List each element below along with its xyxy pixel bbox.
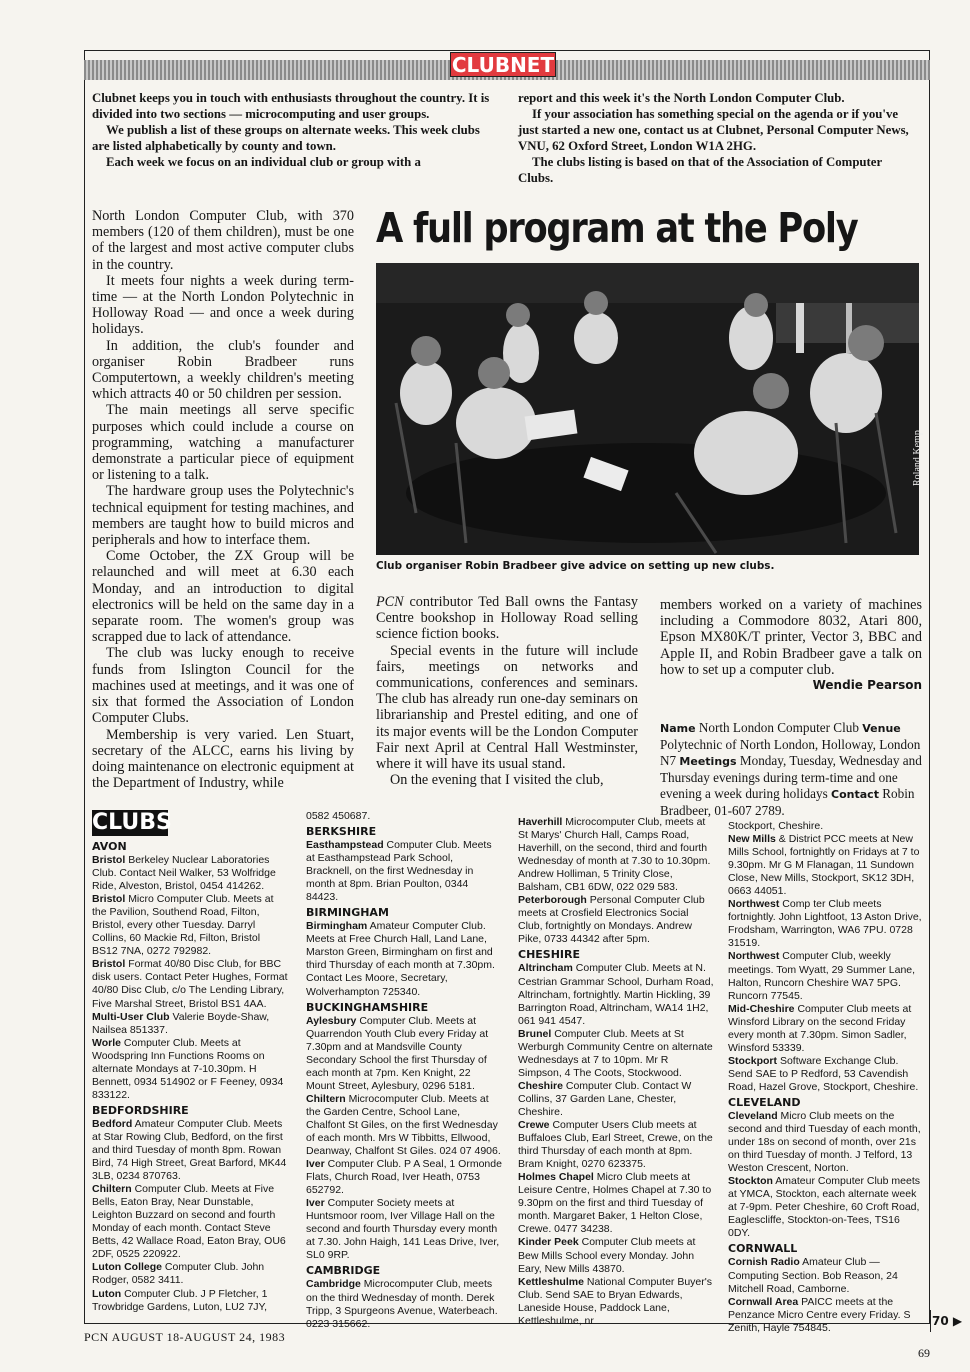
- intro-paragraph: We publish a list of these groups on alternate weeks. This week clubs are listed alphabetically by county and town.: [92, 123, 480, 153]
- club-details: Amateur Computer Club. Meets at Star Rowing Club, Bedford, on the first and third Tuesday of month 8pm. Rowan Bird, 74 High Street, Great Barford, MK44 3LB, 0234 870763.: [92, 1117, 287, 1183]
- county-heading: AVON: [92, 840, 127, 853]
- club-listing: [518, 1119, 714, 1171]
- club-details: Amateur Computer Club meets at YMCA, Stockton, each alternate week at 7-9pm. Peter Cheshire, 60 Croft Road, Eaglescliffe, Stockton-on-Tees, TS16 0DY.: [728, 1175, 920, 1240]
- article-paragraph: Come October, the ZX Group will be relaunched and will meet at 6.30 each Monday, and an introduction to digital electronics will be held on the same day in a separate room. The women's group was scrapped due to lack of attendance.: [92, 548, 354, 646]
- article-paragraph: members worked on a variety of machines including a Commodore 8032, Atari 800, Epson MX80K/T printer, Vector 3, BBC and Apple II, and Robin Bradbeer gave a talk on how to set up a computer club.: [660, 597, 922, 678]
- club-details: Micro Club meets on the second and third Tuesday of each month, under 18s on second of month, over 21s on third Tuesday of month. J Telford, 13 Weston Crescent, Norton.: [728, 1109, 921, 1175]
- club-info-box: [660, 720, 924, 820]
- club-listing: [306, 1015, 502, 1093]
- club-town: Aylesbury: [306, 1014, 357, 1027]
- club-listing: [728, 1296, 924, 1335]
- article-paragraph: In addition, the club's founder and organiser Robin Bradbeer runs Computertown, a weekly children's meeting which attracts 40 or 50 children per session.: [92, 337, 354, 403]
- club-listing: [92, 1183, 288, 1261]
- article-paragraph: The main meetings all serve specific purposes which could include a course on programming, watching a manufacturer demonstrate a particular piece of equipment or listening to a talk.: [92, 402, 354, 484]
- club-listing: [518, 816, 714, 894]
- intro-right: [518, 90, 918, 186]
- photo-caption: Club organiser Robin Bradbeer give advice on setting up new clubs.: [376, 560, 775, 572]
- club-name: North London Computer Club: [698, 720, 859, 735]
- club-town: Bedford: [92, 1117, 133, 1130]
- club-listing: [306, 810, 502, 823]
- club-listing: [92, 854, 288, 893]
- club-details: Computer Users Club meets at Buffaloes Club, Earl Street, Crewe, on the third Thursday of each month at 8pm. Bram Knight, 0270 623375.: [518, 1119, 713, 1171]
- club-details: Software Exchange Club. Send SAE to P Redford, 53 Cavendish Road, Hazel Grove, Stockport, Cheshire.: [728, 1054, 919, 1093]
- club-details: Computer Club. Meets at St Werburgh Community Centre on alternate Wednesdays at 7 to 10pm. Mr R Simpson, 4 The Coots, Stockwood.: [518, 1027, 713, 1079]
- page-number: 69: [918, 1346, 930, 1360]
- club-details: Berkeley Nuclear Laboratories Club. Contact Neil Walker, 53 Wolfridge Ride, Alveston, Bristol, 0454 414262.: [92, 854, 276, 893]
- club-listing: [728, 1110, 924, 1175]
- club-town: Mid-Cheshire: [728, 1002, 795, 1015]
- club-town: Iver: [306, 1158, 325, 1171]
- club-listing: [728, 1256, 924, 1295]
- club-listing: [306, 1158, 502, 1197]
- club-town: Chiltern: [306, 1092, 346, 1105]
- club-details: Comp ter Club meets fortnightly. John Lightfoot, 13 Aston Drive, Frodsham, Warrington, WA6 7PU. 0728 31519.: [728, 898, 922, 950]
- intro-paragraph: The clubs listing is based on that of the Association of Computer Clubs.: [518, 155, 882, 185]
- club-town: Holmes Chapel: [518, 1171, 594, 1184]
- club-details: Microcomputer Club, meets at St Marys' Church Hall, Camps Road, Haverhill, on the second, third and fourth Wednesday of month at 7.30 to 10.30pm. Andrew Holliman, 5 Trinity Close, Balsham, CB1 6DW, 022 029 583.: [518, 816, 711, 894]
- club-town: Stockport: [728, 1054, 778, 1067]
- county-heading: BERKSHIRE: [306, 825, 377, 839]
- county-heading: CAMBRIDGE: [306, 1264, 381, 1278]
- intro-paragraph: Each week we focus on an individual club or group with a: [106, 155, 421, 169]
- club-details: Computer Club. Meets at Five Bells, Eaton Bray, Near Dunstable, Leighton Buzzard on second and fourth Monday of each month. Contact Steve Betts, 42 Wallace Road, Eaton Bray, OU6 2DF, 0525 220922.: [92, 1183, 286, 1261]
- club-town: Worle: [92, 1036, 121, 1049]
- club-town: Bristol: [92, 958, 126, 971]
- club-details: Format 40/80 Disc Club, for BBC disk users. Contact Peter Hughes, Format 40/80 Disc Club, c/o The Lending Library, Five Marshal Street, Bristol BS1 4AA.: [92, 958, 288, 1010]
- club-details: National Computer Buyer's Club. Send SAE to Bryan Edwards, Laneside House, Paddock Lane, Kettleshulme, nr: [518, 1275, 713, 1327]
- article-text: contributor Ted Ball owns the Fantasy Centre bookshop in Holloway Road selling science fiction books.: [376, 594, 638, 643]
- club-town: Cornwall Area: [728, 1295, 799, 1308]
- county-heading: CHESHIRE: [518, 948, 580, 962]
- club-details: & District PCC meets at New Mills School, fortnightly on Fridays at 7 to 9.30pm. Mr G M Flanagan, 11 Sundown Close, New Mills, Stockport, SK12 3DH, 0663 44051.: [728, 833, 920, 898]
- article-column-1: [92, 208, 354, 791]
- article-paragraph: Membership is very varied. Len Stuart, secretary of the ALCC, earns his living by doing maintenance on electronic equipment at the Department of Industry, while: [92, 726, 354, 792]
- club-town: Cornish Radio: [728, 1256, 800, 1269]
- club-details: Computer Club. Meets at N. Cestrian Grammar School, Durham Road, Altrincham, fortnightly. Martin Hickling, 39 Barrington Road, Altrincham, WA14 1H2, 061 941 4547.: [518, 962, 714, 1027]
- club-town: Cheshire: [518, 1079, 563, 1092]
- club-town: Stockton: [728, 1175, 773, 1188]
- meetings-label: Meetings: [679, 755, 737, 769]
- club-details: Personal Computer Club meets at Crosfield Electronics Social Club, fortnightly on Mondays. Andrew Pike, 0733 44342 after 5pm.: [518, 894, 705, 946]
- club-listing: [92, 1288, 288, 1314]
- club-details: Computer Club meets at Bew Mills School every Monday. John Eary, New Mills 43870.: [518, 1236, 696, 1275]
- club-listing: [728, 1003, 924, 1055]
- club-listing: [518, 1080, 714, 1119]
- article-paragraph: North London Computer Club, with 370 members (120 of them children), must be one of the largest and most active computer clubs in the country.: [92, 208, 354, 273]
- club-town: Northwest: [728, 950, 780, 963]
- directory-column-3: [518, 816, 714, 1328]
- club-listing: [518, 1171, 714, 1236]
- club-listing: [92, 1011, 288, 1037]
- continued-rule: [930, 1310, 931, 1332]
- club-details: Computer Club. J P Fletcher, 1 Trowbridge Gardens, Luton, LU2 7JY,: [92, 1287, 268, 1313]
- club-venue: Polytechnic of North London, Holloway, London N7: [660, 737, 921, 769]
- article-column-3: [660, 597, 922, 678]
- club-listing: [728, 898, 924, 950]
- club-town: New Mills: [728, 833, 776, 846]
- club-listing: [92, 1118, 288, 1183]
- club-details: Computer Society meets at Huntsmoor room, Iver Village Hall on the second and fourth Thursday every month at 7.30. John Haigh, 141 Leas Drive, Iver, SL0 9RP.: [306, 1197, 500, 1262]
- headline: A full program at the Poly: [376, 204, 858, 252]
- club-contact: Robin Bradbeer, 01-607 2789.: [660, 786, 915, 819]
- club-town: Bristol: [92, 854, 126, 866]
- club-details: Amateur Club — Computing Section. Bob Reason, 24 Mitchell Road, Camborne.: [728, 1256, 898, 1295]
- article-paragraph: On the evening that I visited the club,: [390, 772, 604, 789]
- article-paragraph: It meets four nights a week during term-time — at the North London Polytechnic in Holloway Road — and once a week during holidays.: [92, 272, 354, 338]
- county-heading: BUCKINGHAMSHIRE: [306, 1000, 429, 1014]
- club-listing: [306, 839, 502, 904]
- section-tag: CLUBNET: [451, 53, 555, 77]
- club-listing: [518, 962, 714, 1027]
- club-details: Computer Club. Meets at Easthampstead Park School, Bracknell, on the first Wednesday in month at 8pm. Brian Poulton, 0344 84423.: [306, 839, 492, 904]
- club-town: Kinder Peek: [518, 1236, 579, 1249]
- club-details: Valerie Boyde-Shaw, Nailsea 851337.: [92, 1010, 270, 1036]
- club-town: Cleveland: [728, 1109, 778, 1122]
- directory-column-2: [306, 810, 502, 1331]
- club-town: Easthampstead: [306, 839, 384, 852]
- contact-label: Contact: [831, 788, 879, 802]
- club-listing: [306, 920, 502, 998]
- name-label: Name: [660, 722, 696, 735]
- article-paragraph: The club was lucky enough to receive funds from Islington Council for the machines used at meetings, and it was one of six that formed the Association of London Computer Clubs.: [92, 645, 354, 727]
- continued-marker: 70 ▶: [932, 1314, 963, 1328]
- county-heading: CLEVELAND: [728, 1095, 801, 1109]
- club-town: Kettleshulme: [518, 1275, 584, 1288]
- club-town: Iver: [306, 1197, 325, 1210]
- club-listing: [518, 894, 714, 946]
- club-listing: [92, 958, 288, 1010]
- county-heading: BEDFORDSHIRE: [92, 1103, 189, 1117]
- article-paragraph: [376, 594, 638, 643]
- club-listing: [518, 1236, 714, 1275]
- club-listing: [518, 1276, 714, 1328]
- club-listing: [728, 820, 924, 833]
- county-heading: BIRMINGHAM: [306, 906, 389, 920]
- club-town: Cambridge: [306, 1278, 361, 1291]
- photo-illustration: [376, 263, 919, 555]
- club-listing: [306, 1278, 502, 1330]
- club-listing: [728, 1055, 924, 1094]
- club-details: Amateur Computer Club. Meets at Free Church Hall, Land Lane, Marston Green, Birmingham on first and third Thursday of each month at 7.30pm. Contact Les Moore, Secretary, Wolverhampton 725340.: [306, 920, 495, 998]
- club-listing: [518, 1028, 714, 1080]
- club-meeting-photo: [376, 263, 919, 555]
- club-details: Computer Club. John Rodger, 0582 3411.: [92, 1261, 265, 1287]
- club-details: Computer Club. Contact W Collins, 37 Garden Lane, Chester, Cheshire.: [518, 1079, 692, 1118]
- article-paragraph: The hardware group uses the Polytechnic's technical equipment for testing machines, and members are taught how to build micros and peripherals and how to interface them.: [92, 483, 354, 549]
- club-town: Birmingham: [306, 920, 368, 933]
- club-town: Altrincham: [518, 962, 573, 975]
- club-listing: [306, 1093, 502, 1158]
- club-details: Micro Computer Club. Meets at the Pavilion, Southend Road, Filton, Bristol, every other Tuesday. Darryl Collins, 60 Mackie Rd, Filton, Bristol BS12 7NA, 0272 792982.: [92, 893, 274, 958]
- club-listing: [728, 833, 924, 898]
- club-town: Peterborough: [518, 894, 587, 907]
- club-details: Microcomputer Club. Meets at the Garden Centre, School Lane, Chalfont St Giles, on the first Wednesday of each month. Mrs W Tibbitts, Ellwood, Deanway, Chalfont St Giles. 024 07 4906.: [306, 1092, 501, 1158]
- pcn-italic: PCN: [376, 594, 404, 610]
- intro-paragraph: Clubnet keeps you in touch with enthusiasts throughout the country. It is divided into two sections — microcomputing and user groups.: [92, 91, 490, 121]
- byline: Wendie Pearson: [812, 678, 922, 692]
- club-details: Micro Club meets at Leisure Centre, Holmes Chapel at 7.30 to 9.30pm on the first and third Tuesday of month. Margaret Baker, 1 Helton Close, Crewe. 0477 34238.: [518, 1171, 712, 1236]
- club-listing: [306, 1197, 502, 1262]
- venue-label: Venue: [862, 722, 901, 735]
- club-details: PAICC meets at the Penzance Micro Centre every Friday. S Zenith, Hayle 754845.: [728, 1295, 911, 1334]
- club-listing: [92, 1037, 288, 1102]
- club-details: Computer Club. Meets at Woodspring Inn Functions Rooms on alternate Mondays at 7-10.30pm. H Bennett, 0934 514902 or F Feeney, 0934 833122.: [92, 1036, 284, 1101]
- photo-credit: Roland Kemp: [912, 430, 923, 486]
- article-paragraph: Special events in the future will include fairs, meetings on networks and communications, conferences and seminars. The club has already run one-day seminars on librarianship and Prestel editing, and one of its major events will be the London Computer Fair next April at Central Hall Westminster, where it will have its usual stand.: [376, 642, 638, 773]
- club-town: Chiltern: [92, 1183, 132, 1196]
- club-details: Computer Club. P A Seal, 1 Ormonde Flats, Church Road, Iver Heath, 0753 652792.: [306, 1158, 502, 1197]
- club-details: Computer Club, weekly meetings. Tom Wyatt, 29 Summer Lane, Halton, Runcorn Cheshire WA7 5PG. Runcorn 77545.: [728, 950, 916, 1002]
- club-town: Brunel: [518, 1027, 552, 1040]
- clubs-heading: CLUBS: [92, 810, 172, 835]
- club-town: Bristol: [92, 893, 126, 906]
- county-heading: CORNWALL: [728, 1242, 798, 1256]
- club-details: Stockport, Cheshire.: [728, 820, 824, 832]
- club-town: Luton College: [92, 1261, 162, 1274]
- club-town: Crewe: [518, 1119, 550, 1132]
- club-town: Multi-User Club: [92, 1010, 170, 1023]
- club-listing: [728, 1175, 924, 1240]
- club-details: Computer Club. Meets at Quarrendon Youth Club every Friday at 7.30pm and at Mandsville County Secondary School the first Thursday of each month at 7pm. Ken Knight, 22 Mount Street, Aylesbury, 0296 5181.: [306, 1014, 489, 1092]
- club-listing: [92, 893, 288, 958]
- club-listing: [92, 1261, 288, 1287]
- club-details: Computer Club meets at Winsford Library on the second Friday every month at 7.30pm. Simon Sadler, Winsford 53339.: [728, 1002, 912, 1054]
- club-listing: [728, 950, 924, 1002]
- club-details: 0582 450687.: [306, 810, 371, 822]
- article-column-2: [376, 594, 638, 788]
- club-town: Northwest: [728, 898, 780, 911]
- intro-paragraph: report and this week it's the North London Computer Club.: [518, 91, 845, 105]
- club-town: Luton: [92, 1287, 122, 1300]
- intro-paragraph: If your association has something special on the agenda or if you've just started a new one, contact us at Clubnet, Personal Computer News, VNU, 62 Oxford Street, London W1A 2HG.: [518, 107, 909, 153]
- club-details: Microcomputer Club, meets on the third Wednesday of month. Derek Tripp, 3 Spurgeons Avenue, Waterbeach. 0223 315662.: [306, 1278, 498, 1330]
- directory-column-1: [92, 838, 288, 1314]
- directory-column-4: [728, 820, 924, 1335]
- club-town: Haverhill: [518, 816, 563, 828]
- footer-issue-line: PCN AUGUST 18-AUGUST 24, 1983: [84, 1330, 286, 1344]
- club-meetings: Monday, Tuesday, Wednesday and Thursday evenings during term-time and one evening a week during holidays: [660, 753, 922, 802]
- intro-left: [92, 90, 490, 170]
